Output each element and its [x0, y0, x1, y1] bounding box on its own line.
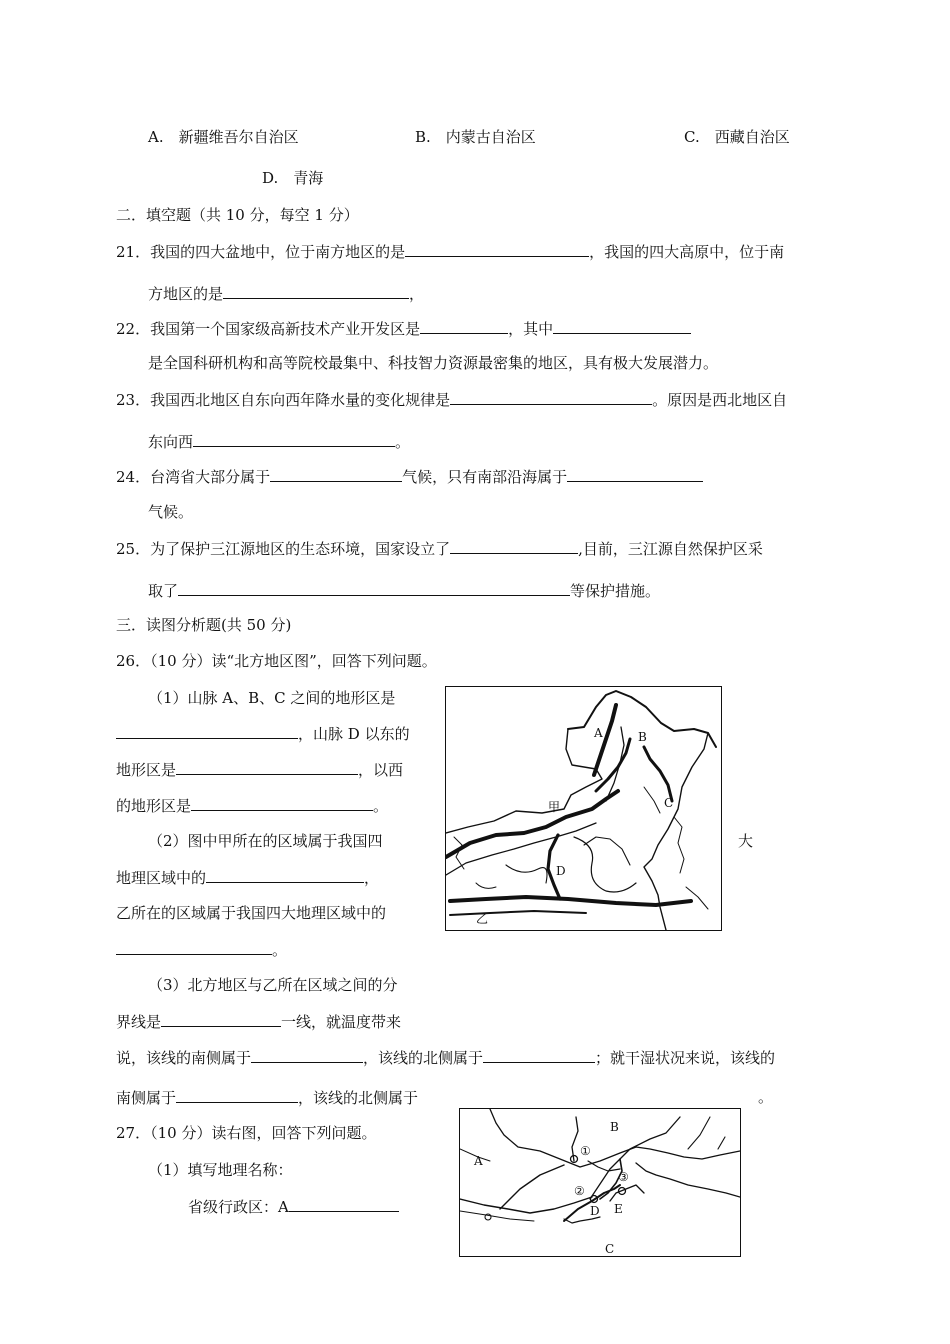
map2-label-n1: ① [580, 1144, 591, 1158]
q26-blank7[interactable] [251, 1047, 363, 1063]
q26-s2big: 大 [738, 832, 754, 850]
q23-text4: 。 [395, 433, 411, 451]
q26-s1b: ，山脉 D 以东的 [298, 725, 410, 743]
q23-text3: 东向西 [148, 433, 194, 451]
q26-s1-line4 [116, 795, 388, 816]
q25-text1: 25．为了保护三江源地区的生态环境，国家设立了 [116, 540, 451, 558]
q25-text3: 取了 [148, 582, 179, 600]
q26-s3-line3 [116, 1047, 775, 1068]
q26-s3b: 界线是 [116, 1013, 162, 1031]
q26-s3g: 南侧属于 [116, 1089, 177, 1107]
map1-label-d: D [556, 864, 566, 878]
q24-text2: 气候，只有南部沿海属于 [402, 468, 568, 486]
q26-s2d: 乙所在的区域属于我国四大地理区域中的 [116, 904, 387, 922]
q25-blank2[interactable] [178, 580, 570, 596]
q26-s1d: ，以西 [358, 761, 404, 779]
q26-s3a: （3）北方地区与乙所在区域之间的分 [148, 976, 398, 994]
map1-label-jia: 甲 [548, 800, 561, 814]
q26-s1a: （1）山脉 A、B、C 之间的地形区是 [148, 689, 396, 707]
q21-text3: 方地区的是 [148, 285, 224, 303]
section2-title: 二．填空题（共 10 分，每空 1 分） [116, 206, 359, 224]
q22-line1 [116, 318, 691, 339]
q26-blank6[interactable] [161, 1011, 281, 1027]
map2-label-n2: ② [574, 1184, 585, 1198]
map2-label-c: C [605, 1242, 615, 1256]
q26-s3i: 。 [758, 1088, 774, 1106]
q26-s1e: 的地形区是 [116, 797, 192, 815]
q21-text1: 21．我国的四大盆地中，位于南方地区的是 [116, 243, 406, 261]
q22-line2: 是全国科研机构和高等院校最集中、科技智力资源最密集的地区，具有极大发展潜力。 [148, 354, 719, 372]
q26-blank1[interactable] [116, 723, 298, 739]
q26-s3c: 一线，就温度带来 [281, 1013, 402, 1031]
q23-line1 [116, 389, 787, 410]
q26-s2e: 。 [272, 941, 288, 959]
section3-title: 三．读图分析题(共 50 分) [116, 616, 292, 634]
q21-line1 [116, 241, 784, 262]
option-c: C. 西藏自治区 [684, 128, 790, 146]
q24-text1: 24．台湾省大部分属于 [116, 468, 271, 486]
q21-text4: ， [409, 285, 425, 303]
q25-text4: 等保护措施。 [570, 582, 661, 600]
q26-s1c: 地形区是 [116, 761, 177, 779]
q25-text2: ,目前，三江源自然保护区采 [578, 540, 763, 558]
q24-blank1[interactable] [270, 466, 402, 482]
q24-line1 [116, 466, 703, 487]
map1-label-c: C [664, 796, 674, 810]
q24-blank2[interactable] [567, 466, 703, 482]
q23-text2: 。原因是西北地区自 [652, 391, 788, 409]
q26-blank5[interactable] [116, 939, 272, 955]
q27-blank1[interactable] [289, 1196, 399, 1212]
northern-region-map [445, 686, 722, 931]
q26-s2-line2 [116, 867, 379, 888]
q23-blank2[interactable] [193, 431, 395, 447]
q26-s2b: 地理区域中的 [116, 869, 207, 887]
q27-s1a-line [188, 1196, 399, 1217]
q22-blank1[interactable] [420, 318, 508, 334]
q26-blank8[interactable] [483, 1047, 595, 1063]
q26-s2a: （2）图中甲所在的区域属于我国四 [148, 832, 383, 850]
map2-label-b: B [610, 1120, 619, 1134]
q23-text1: 23．我国西北地区自东向西年降水量的变化规律是 [116, 391, 451, 409]
q24-line2: 气候。 [148, 503, 194, 521]
q22-text1: 22．我国第一个国家级高新技术产业开发区是 [116, 320, 421, 338]
map2-label-d: D [590, 1204, 600, 1218]
map2-label-a: A [474, 1154, 483, 1168]
q22-text2: ，其中 [508, 320, 554, 338]
map2-label-n3: ③ [618, 1170, 629, 1184]
q26-s2c: ， [364, 869, 380, 887]
q26-head: 26．（10 分）读“北方地区图”，回答下列问题。 [116, 652, 437, 670]
q25-line1 [116, 538, 763, 559]
option-a: A. 新疆维吾尔自治区 [148, 128, 299, 146]
q21-blank1[interactable] [405, 241, 589, 257]
q26-s1-line2 [116, 723, 410, 744]
option-d: D. 青海 [262, 169, 324, 187]
q27-region-map-drawing [460, 1109, 740, 1256]
map1-label-b: B [638, 730, 647, 744]
q26-s3d: 说，该线的南侧属于 [116, 1049, 252, 1067]
q26-s2-line4 [116, 939, 287, 960]
q27-s1a: 省级行政区：A [188, 1198, 289, 1216]
q23-blank1[interactable] [450, 389, 652, 405]
map1-label-yi: 乙 [476, 912, 489, 926]
q26-blank2[interactable] [176, 759, 358, 775]
q26-s3h: ，该线的北侧属于 [298, 1089, 419, 1107]
q27-region-map [459, 1108, 741, 1257]
q26-s3e: ，该线的北侧属于 [363, 1049, 484, 1067]
q25-blank1[interactable] [450, 538, 578, 554]
q26-s1-line3 [116, 759, 403, 780]
q21-blank2[interactable] [223, 283, 409, 299]
q27-head: 27．（10 分）读右图，回答下列问题。 [116, 1124, 377, 1142]
q26-blank3[interactable] [191, 795, 373, 811]
q23-line2 [148, 431, 410, 452]
q25-line2 [148, 580, 660, 601]
q22-blank2[interactable] [553, 318, 691, 334]
option-b: B. 内蒙古自治区 [415, 128, 536, 146]
q26-s3f: ；就干湿状况来说，该线的 [595, 1049, 776, 1067]
map1-label-a: A [594, 726, 603, 740]
map2-label-e: E [614, 1202, 623, 1216]
q26-blank9[interactable] [176, 1087, 298, 1103]
q21-line2 [148, 283, 424, 304]
q21-text2: ，我国的四大高原中，位于南 [589, 243, 785, 261]
northern-region-map-drawing [446, 687, 721, 930]
q26-s1f: 。 [373, 797, 389, 815]
q26-blank4[interactable] [206, 867, 364, 883]
q26-s3-line4 [116, 1087, 418, 1108]
q26-s3-line2 [116, 1011, 401, 1032]
q27-s1: （1）填写地理名称： [148, 1161, 293, 1179]
